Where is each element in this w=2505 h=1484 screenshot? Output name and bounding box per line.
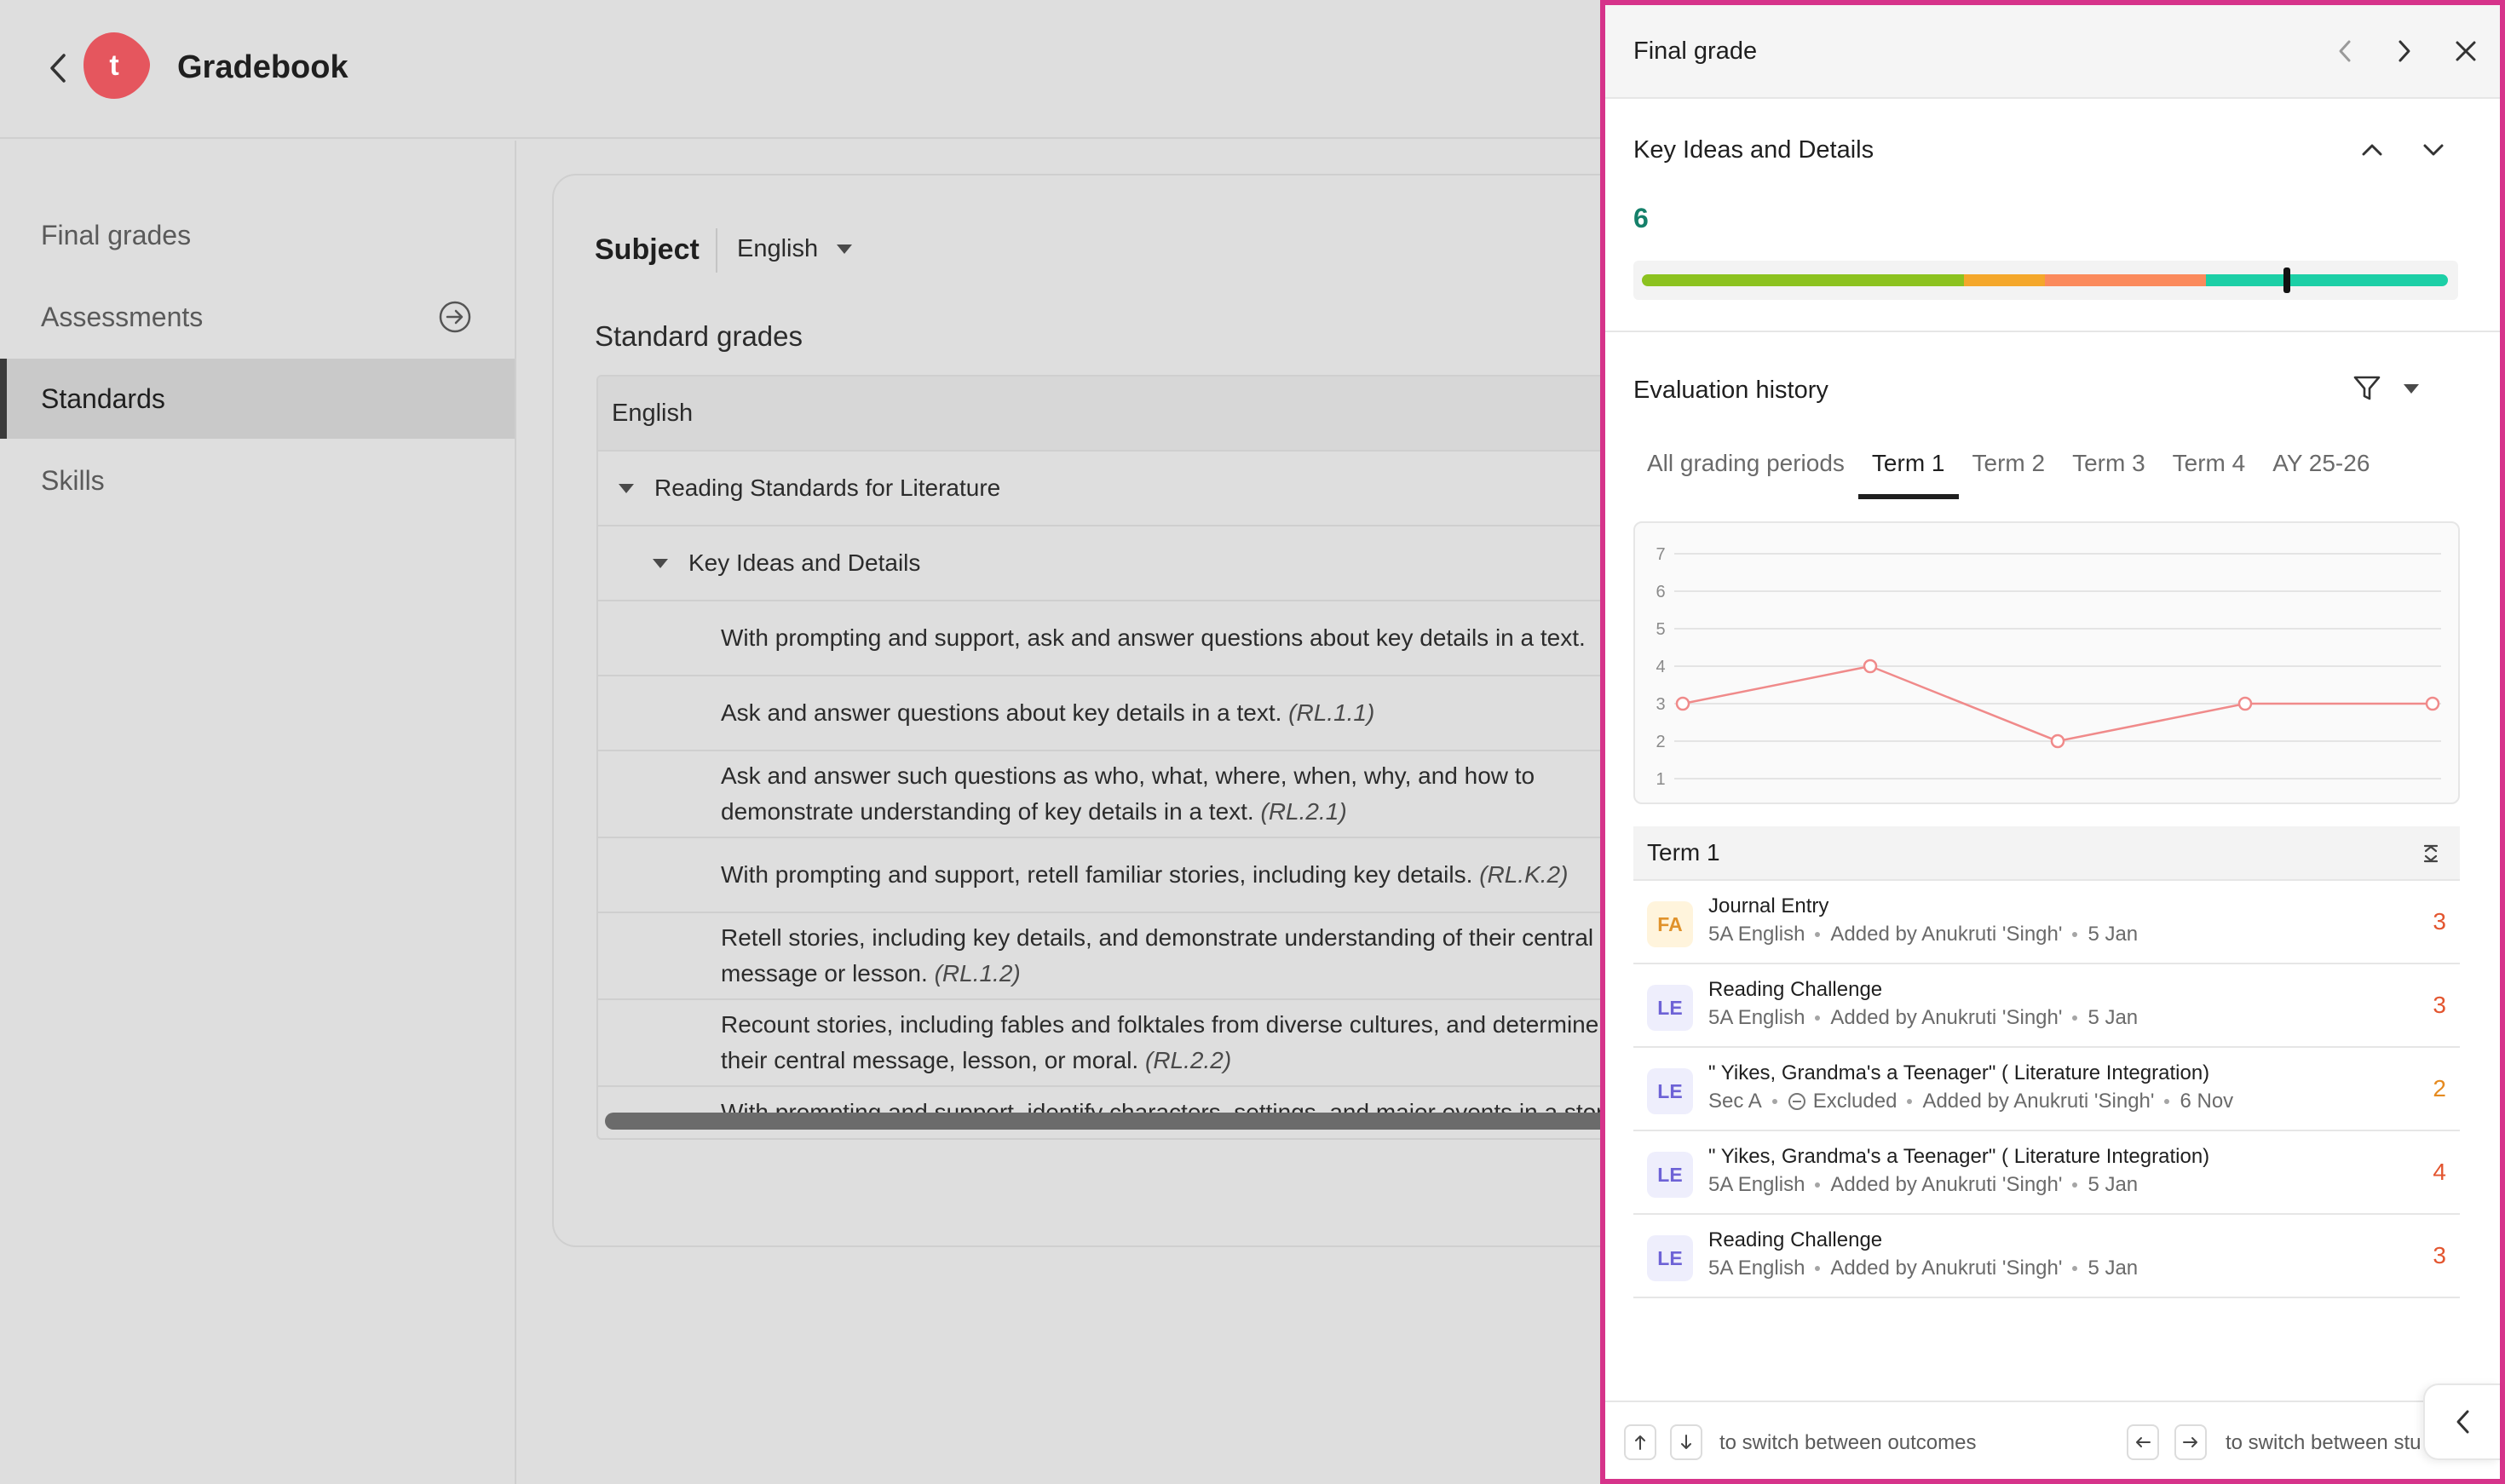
standard-text: With prompting and support, ask and answer questions about key details in a text. [721,624,1586,651]
arrow-up-icon [1633,1434,1647,1451]
y-tick-label: 1 [1656,770,1666,789]
arrow-left-icon [2134,1435,2151,1449]
evaluation-meta [1708,1257,2138,1280]
assessment-type-badge: LE [1647,1235,1693,1281]
caret-down-icon[interactable] [619,484,634,493]
standard-code: (RL.K.2) [1479,861,1569,888]
evaluation-section: 5A English [1708,1173,1805,1196]
students-shortcut-hint: to switch between stu [2226,1431,2422,1454]
table-header-label: English [612,399,694,427]
table-row[interactable] [598,913,1638,1000]
evaluation-title: " Yikes, Grandma's a Teenager" ( Literature Integration) [1708,1061,2210,1084]
caret-down-icon [2404,384,2419,394]
standard-code: (RL.1.2) [934,960,1021,986]
table-row[interactable] [598,601,1745,676]
y-tick-label: 4 [1656,658,1666,676]
evaluation-added-by: Added by Anukruti 'Singh' [1830,1257,2063,1280]
standard-code: (RL.2.1) [1260,798,1347,825]
table-header-row [598,377,1745,452]
app-title: Gradebook [177,49,348,85]
tab-term-1[interactable]: Term 1 [1858,436,1959,499]
evaluation-date: 6 Nov [2180,1090,2234,1113]
kbd-left-key [2127,1424,2159,1460]
excluded-status [1788,1090,1897,1113]
table-row[interactable] [598,676,1745,751]
next-button[interactable] [2389,36,2420,66]
standard-text: Recount stories, including fables and folktales from diverse cultures, and determine their central message, lesson, or moral. [721,1011,1599,1073]
evaluation-date: 5 Jan [2088,923,2139,946]
chevron-down-icon [2422,143,2445,157]
subgroup-row[interactable] [598,526,1745,601]
standard-text: Ask and answer such questions as who, what, where, when, why, and how to demonstrate understanding of key details in a text. [721,762,1535,825]
evaluation-meta [1708,1006,2138,1030]
kbd-down-key [1670,1424,1702,1460]
evaluation-item[interactable] [1633,964,2460,1048]
standard-text: Ask and answer questions about key details in a text. [721,699,1282,726]
sidebar-item-label: Skills [41,464,105,496]
caret-down-icon[interactable] [653,559,668,568]
outcome-score: 6 [1633,203,1649,233]
evaluation-title: " Yikes, Grandma's a Teenager" ( Literature Integration) [1708,1145,2210,1168]
arrow-right-icon [2182,1435,2199,1449]
evaluation-meta [1708,923,2138,946]
sidebar-item-skills[interactable] [0,440,515,521]
evaluation-history-title: Evaluation history [1633,377,1828,404]
panel-header [1605,5,2500,99]
evaluation-score: 4 [2433,1159,2446,1185]
tab-term-3[interactable]: Term 3 [2072,450,2145,476]
filter-button[interactable] [2352,373,2382,404]
tab-term-2[interactable]: Term 2 [1972,450,2046,476]
evaluation-section: 5A English [1708,1006,1805,1029]
evaluation-score: 3 [2433,908,2446,935]
y-tick-label: 5 [1656,620,1666,639]
evaluation-added-by: Added by Anukruti 'Singh' [1922,1090,2155,1113]
excluded-label: Excluded [1812,1090,1897,1113]
table-row[interactable] [598,1000,1638,1087]
sidebar-item-final-grades[interactable] [0,195,515,275]
evaluation-title: Journal Entry [1708,894,1829,917]
kbd-right-key [2174,1424,2207,1460]
score-bar [1633,261,2458,300]
close-icon [2455,40,2477,62]
table-row[interactable] [598,838,1745,913]
chevron-left-icon [2455,1409,2470,1435]
kbd-up-key [1624,1424,1656,1460]
standard-code: (RL.2.2) [1145,1047,1232,1073]
collapse-panel-button[interactable] [2423,1383,2500,1460]
term-group-header[interactable] [1633,826,2460,881]
panel-footer [1605,1401,2500,1479]
standard-code: (RL.1.1) [1288,699,1375,726]
arrow-down-icon [1679,1434,1693,1451]
back-button[interactable] [43,49,73,87]
subject-divider [716,228,717,273]
next-outcome-button[interactable] [2418,135,2449,165]
data-point[interactable] [1677,698,1689,710]
evaluation-date: 5 Jan [2088,1257,2139,1280]
sidebar-item-label: Final grades [41,219,192,250]
section-heading: Standard grades [595,320,803,352]
evaluation-section: 5A English [1708,1257,1805,1280]
evaluation-item[interactable] [1633,881,2460,964]
evaluation-title: Reading Challenge [1708,1228,1883,1251]
tab-ay-25-26[interactable]: AY 25-26 [2272,450,2370,476]
logo-letter: t [109,49,119,82]
chevron-left-icon [49,53,67,83]
evaluation-added-by: Added by Anukruti 'Singh' [1830,1006,2063,1029]
evaluation-section: Sec A [1708,1090,1762,1113]
evaluation-section: 5A English [1708,923,1805,946]
standard-text: With prompting and support, retell familiar stories, including key details. [721,861,1473,888]
previous-outcome-button[interactable] [2357,135,2387,165]
data-point[interactable] [2052,735,2064,747]
chevron-up-icon [2361,143,2383,157]
y-tick-label: 2 [1656,733,1666,751]
evaluation-chart [1633,521,2460,804]
final-grade-panel [1600,0,2505,1484]
score-marker [2283,267,2290,293]
evaluation-item[interactable] [1633,1131,2460,1215]
tab-term-4[interactable]: Term 4 [2172,450,2246,476]
evaluation-meta [1708,1173,2138,1197]
caret-down-icon [837,244,852,254]
score-bar-segment [2206,274,2448,286]
subgroup-label: Key Ideas and Details [688,549,921,576]
sidebar-item-label: Standards [41,383,165,414]
excluded-icon [1788,1092,1806,1111]
subject-label: Subject [595,233,700,266]
close-button[interactable] [2450,36,2481,66]
assessment-type-badge: LE [1647,1068,1693,1114]
evaluation-added-by: Added by Anukruti 'Singh' [1830,1173,2063,1196]
previous-button[interactable] [2329,36,2360,66]
app-logo [82,31,152,101]
group-row[interactable] [598,452,1745,526]
score-bar-segment [1642,274,1964,286]
data-point[interactable] [1864,660,1876,672]
sidebar-item-standards[interactable] [0,359,515,439]
data-point[interactable] [2427,698,2439,710]
outcome-title: Key Ideas and Details [1633,136,1874,164]
evaluation-title: Reading Challenge [1708,978,1883,1001]
group-label: Reading Standards for Literature [654,475,1001,501]
data-point[interactable] [2239,698,2251,710]
evaluation-date: 5 Jan [2088,1173,2139,1196]
assessment-type-badge: FA [1647,901,1693,947]
table-row[interactable] [598,751,1638,838]
score-bar-segment [2045,274,2206,286]
y-tick-label: 3 [1656,695,1666,714]
evaluation-added-by: Added by Anukruti 'Singh' [1830,923,2063,946]
grading-period-tabs [1633,436,2383,504]
arrow-circle-right-icon[interactable] [438,300,472,334]
assessment-type-badge: LE [1647,1152,1693,1198]
tab-all-grading-periods[interactable]: All grading periods [1647,450,1845,476]
subject-value: English [737,235,819,262]
evaluation-score: 2 [2433,1075,2446,1101]
evaluation-line-chart [1635,523,2458,802]
score-bar-segment [1964,274,2045,286]
score-bar-track [1642,274,2448,286]
horizontal-scrollbar[interactable] [605,1113,1745,1130]
filter-dropdown[interactable] [2396,373,2427,404]
panel-title: Final grade [1633,37,1758,65]
term-group-label: Term 1 [1647,839,1720,866]
standard-text: Retell stories, including key details, and demonstrate understanding of their central message or lesson. [721,924,1594,986]
y-tick-label: 6 [1656,583,1666,601]
y-tick-label: 7 [1656,545,1666,564]
subject-select[interactable] [737,235,852,263]
collapse-icon[interactable] [2421,843,2441,864]
divider [1605,331,2500,332]
assessment-type-badge: LE [1647,985,1693,1031]
evaluation-date: 5 Jan [2088,1006,2139,1029]
evaluation-meta [1708,1090,2233,1113]
evaluation-score: 3 [2433,1242,2446,1268]
standards-card [552,174,1745,1247]
outcomes-shortcut-hint: to switch between outcomes [1719,1431,1977,1454]
standards-table [596,375,1745,1140]
chevron-right-icon [2398,39,2411,63]
chevron-left-icon [2338,39,2352,63]
evaluation-item[interactable] [1633,1215,2460,1298]
sidebar-item-assessments[interactable] [0,277,515,357]
sidebar-item-label: Assessments [41,301,204,332]
evaluation-score: 3 [2433,992,2446,1018]
evaluation-item[interactable] [1633,1048,2460,1131]
filter-icon [2352,374,2381,403]
